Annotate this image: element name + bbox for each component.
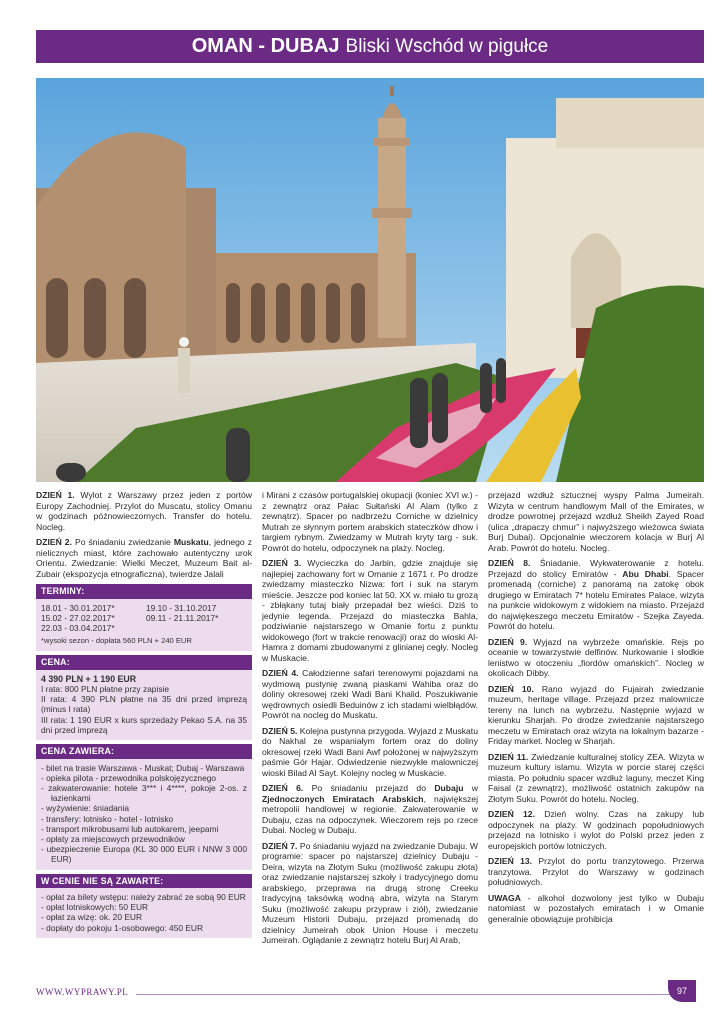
excluded-item: - opłat lotniskowych: 50 EUR bbox=[41, 902, 149, 913]
itinerary-day bbox=[488, 558, 704, 632]
note-text: - alkohol dozwolony jest tylko w Dubaju natomiast w pozostałych emiratach i w Omanie generalnie obowiązuje prohibicja bbox=[488, 892, 704, 924]
excluded-item: - opłat za bilety wstępu: należy zabrać ze sobą 90 EUR bbox=[41, 892, 246, 903]
term-date: 09.11 - 21.11.2017* bbox=[146, 612, 219, 623]
page-title: OMAN - DUBAJ bbox=[191, 35, 340, 57]
day-text: przejazd wzdłuż sztucznej wyspy Palma Jumeirah. Wizyta w centrum handlowym Mall of the Emirates, w drodze powrotnej przejazd wzdłuż Sheikh Zayed Road (ulica „drapaczy chmur” i najwyższego wieżowca świata Burj Dubai). Opcjonalnie wieczorem kolacja w Burj Al Arab. Powrót do hotelu. Nocleg. bbox=[488, 490, 704, 553]
day-text: Śniadanie. Wykwaterowanie z hotelu. Przejazd do stolicy Emiratów - bbox=[488, 558, 704, 579]
day-text: Po śniadaniu wyjazd na zwiedzanie Dubaju. W programie: spacer po najstarszej dzielnicy Dubaju - Deira, wizyta na Złotym Suku (możliwość zakupu złota) oraz zwiedzanie najstarszej szkoły i tradycyjnego domu arabskiego, przeprawa na drugą stronę Creeku tradycyjną taksówką wodną abra, wizyta na Starym Suku (możliwość zakupu przypraw i ziół), zwiedzanie Muzeum Historii Dubaju, przejazd promenadą do dzielnicy Jumeirah obok Union House i meczetu Jumeirah. Oglądanie z zewnątrz hotelu Burj Al Arab, bbox=[262, 840, 478, 945]
terminy-heading: TERMINY: bbox=[36, 584, 252, 599]
day-text: Kolejna pustynna przygoda. Wyjazd z Muskatu do Nakhal ze wspaniałym fortem oraz do doliny okresowej rzeki Wadi Bani Awf położonej w najwyższym paśmie Gór Hajar. Odwiedzenie niezwykłe malowniczej wioski Bilad Al Sayt. Kolejny nocleg w Muskacie. bbox=[262, 725, 478, 778]
page-title-bar bbox=[36, 30, 704, 63]
itinerary-day bbox=[262, 726, 478, 779]
included-item: - wyżywienie: śniadania bbox=[41, 803, 129, 814]
day-text: Wylot z Warszawy przez jeden z portów Europy Zachodniej. Przylot do Muscatu, stolicy Omanu w godzinach późnowieczornych. Transfer do hotelu. Nocleg. bbox=[36, 490, 252, 532]
day-text: Po śniadaniu przejazd do bbox=[303, 783, 435, 793]
included-item: - ubezpieczenie Europa (KL 30 000 EUR i NNW 3 000 EUR) bbox=[41, 844, 247, 865]
price-line: I rata: 800 PLN płatne przy zapisie bbox=[41, 684, 170, 695]
itinerary-day bbox=[488, 809, 704, 851]
itinerary-day bbox=[488, 684, 704, 747]
itinerary-day bbox=[262, 668, 478, 721]
included-item: - bilet na trasie Warszawa - Muskat; Dubaj - Warszawa bbox=[41, 762, 245, 773]
not-included-heading: W CENIE NIE SĄ ZAWARTE: bbox=[36, 874, 252, 889]
cena-zawiera-heading: CENA ZAWIERA: bbox=[36, 744, 252, 759]
day-label: DZIEŃ 1. bbox=[36, 490, 75, 500]
price-main: 4 390 PLN + 1 190 EUR bbox=[41, 673, 137, 684]
day-label: DZIEŃ 10. bbox=[488, 683, 534, 694]
day-label: DZIEŃ 11. bbox=[488, 751, 529, 762]
not-included-box bbox=[36, 874, 252, 938]
day-place: Abu Dhabi bbox=[622, 568, 669, 579]
day-text: Dzień wolny. Czas na zakupy lub odpoczynek na plaży. W godzinach popołudniowych przejazd na lotnisko i wylot do Polski przez jeden z europejskich portów lotniczych. bbox=[488, 809, 704, 851]
itinerary-day bbox=[488, 752, 704, 805]
page-subtitle: Bliski Wschód w pigułce bbox=[345, 35, 549, 57]
itinerary-day bbox=[262, 558, 478, 663]
itinerary-day bbox=[36, 490, 252, 532]
day-label: DZIEŃ 9. bbox=[488, 636, 528, 647]
day-text: i Mirani z czasów portugalskiej okupacji (koniec XVI w.) - z zewnątrz oraz Pałac Sułtański Al Alam (tylko z zewnątrz). Spacer po nadbrzeżu Corniche w dzielnicy Mutrah ze słynnym portem arabskich stateczków dhow i targiem rybnym. Zwiedzamy w Mutrah kryty targ - suk. Powrót do hotelu, odpoczynek na plaży. Nocleg. bbox=[262, 490, 478, 553]
terminy-box bbox=[36, 584, 252, 651]
day-text: Zwiedzanie kulturalnej stolicy ZEA. Wizyta w muzeum kultury islamu. Wizyta w porcie starej części miasta. Po południu spacer wzdłuż laguny, meczet King Faisal (z zewnątrz), możliwość ostatnich zakupów na Złotym Suku. Powrót do hotelu. Nocleg. bbox=[488, 751, 704, 804]
itinerary-day-continued bbox=[262, 490, 478, 553]
day-text: Wyjazd na wybrzeże omańskie. Rejs po oceanie w towarzystwie delfinów. Nurkowanie i słodkie lenistwo w otoczeniu „fiordów omańskich”. Nocleg w okolicach Dibby. bbox=[488, 636, 704, 678]
day-text: Przylot do portu tranzytowego. Przerwa tranzytowa. Przylot do Warszawy w godzinach południowych. bbox=[488, 856, 704, 887]
itinerary-day bbox=[262, 841, 478, 946]
day-place: Dubaju bbox=[434, 783, 464, 793]
term-date: 18.01 - 30.01.2017* bbox=[41, 602, 115, 613]
itinerary-day bbox=[36, 537, 252, 579]
day-text: , jednego z nielicznych miast, które zachowało autentyczny urok Orientu. Zwiedzanie: Wielki Meczet, Muzeum Bait al-Zubair (ekspozycja etnograficzna), twierdze Jalali bbox=[36, 537, 252, 579]
day-text: . Spacer promenadą (corniche) z panoramą na zatokę obok drugiego w Emiratach 7* hotelu Emirates Palace, wizyta na punkcie widokowym z widokiem na miasto. Przejazd do najwiękeszego meczetu Emiratów - Szejka Zayeda. Powrót do hotelu. bbox=[488, 568, 704, 631]
day-text: Całodzienne safari terenowymi pojazdami na wydmową pustynię zwaną piaskami Wahiba oraz do doliny okresowej rzeki Wadi Bani Khalid. Poszukiwanie wędrownych osiedli Beduinów z ich stadami wielbłądów. Powrót na nocleg do Muskatu. bbox=[262, 668, 478, 720]
mosque-photo bbox=[36, 78, 704, 482]
footer-divider bbox=[136, 994, 670, 995]
included-item: - transfery: lotnisko - hotel - lotnisko bbox=[41, 813, 174, 824]
day-label: DZIEŃ 12. bbox=[488, 809, 535, 819]
note-label: UWAGA bbox=[488, 892, 521, 903]
day-label: DZIEŃ 2. bbox=[36, 537, 72, 547]
itinerary-column-3 bbox=[488, 490, 704, 929]
day-label: DZIEŃ 3. bbox=[262, 558, 302, 568]
alcohol-note bbox=[488, 893, 704, 925]
itinerary-column-1 bbox=[36, 490, 252, 938]
itinerary-day bbox=[262, 783, 478, 836]
page-number: 97 bbox=[668, 980, 696, 1002]
day-text: Po śniadaniu zwiedzanie bbox=[71, 537, 174, 547]
itinerary-day bbox=[488, 856, 704, 888]
price-line: III rata: 1 190 EUR x kurs sprzedaży Pekao S.A. na 35 dni przed imprezą bbox=[41, 714, 247, 735]
day-text: , największej metropolii handlowej w regionie. Zakwaterowanie w Dubaju, czas na odpoczynek. Wieczorem rejs po rzece Dubai. Nocleg w Dubaju. bbox=[262, 793, 478, 835]
included-item: - zakwaterowanie: hotele 3*** i 4****, pokoje 2-os. z łazienkami bbox=[41, 782, 247, 804]
itinerary-day bbox=[488, 637, 704, 679]
term-date: 22.03 - 03.04.2017* bbox=[41, 622, 115, 633]
day-label: DZIEŃ 5. bbox=[262, 725, 298, 736]
day-label: DZIEŃ 7. bbox=[262, 840, 298, 851]
day-label: DZIEŃ 13. bbox=[488, 856, 533, 866]
cena-box bbox=[36, 655, 252, 740]
cena-heading: CENA: bbox=[36, 655, 252, 670]
itinerary-column-2 bbox=[262, 490, 478, 951]
included-item: - opieka pilota - przewodnika polskojęzycznego bbox=[41, 772, 217, 783]
season-note: *wysoki sezon - dopłata 560 PLN + 240 EUR bbox=[41, 636, 192, 646]
day-text: Rano wyjazd do Fujairah zwiedzanie muzeum, heritage village. Przejazd przez malownicze tereny na lunch na wybrzeżu. Następnie wyjazd w kierunku Sharjah. Po drodze zwiedzanie najstarszego meczetu w Emiratach oraz wizyta na lokalnym bazarze - Friday market. Nocleg w Sharjah. bbox=[488, 683, 705, 746]
day-label: DZIEŃ 8. bbox=[488, 558, 531, 568]
price-line: II rata: 4 390 PLN płatne na 35 dni przed imprezą (minus I rata) bbox=[41, 694, 247, 715]
term-date: 19.10 - 31.10.2017 bbox=[146, 602, 217, 613]
day-label: DZIEŃ 4. bbox=[262, 668, 299, 678]
included-item: - transport mikrobusami lub autokarem, jeepami bbox=[41, 823, 219, 834]
day-text: Wycieczka do Jarbin, gdzie znajduje się najlepiej zachowany fort w Omanie z 1671 r. Po drodze zwiedzamy miasteczko Nizwa: fort i suk na starym mieście. Jeszcze pod koniec lat 50. XX w. miało tu grozą - zbłąkany tutaj biały przepadał bez wieści. Dziś to jedynie legenda. Przejazd do miasteczka Bahla, podziwianie najstarszego w Omanie fortu z punktu widokowego (fort w trakcie renowacji) oraz do wioski Al-Hamra z domami zbudowanymi z glinianej cegły. Nocleg w Muskacie. bbox=[262, 558, 478, 663]
excluded-item: - opłat za wizę: ok. 20 EUR bbox=[41, 912, 143, 923]
day-text: w bbox=[463, 783, 478, 793]
cena-zawiera-box bbox=[36, 744, 252, 870]
excluded-item: - dopłaty do pokoju 1-osobowego: 450 EUR bbox=[41, 922, 204, 933]
day-place: Muskatu bbox=[173, 537, 209, 547]
itinerary-day-continued bbox=[488, 490, 704, 553]
day-place: Zjednoczonych Emiratach Arabskich bbox=[262, 793, 424, 804]
day-label: DZIEŃ 6. bbox=[262, 783, 304, 793]
website-link[interactable]: WWW.WYPRAWY.PL bbox=[36, 987, 129, 997]
included-item: - opłaty za miejscowych przewodników bbox=[41, 833, 185, 844]
term-date: 15.02 - 27.02.2017* bbox=[41, 612, 115, 623]
